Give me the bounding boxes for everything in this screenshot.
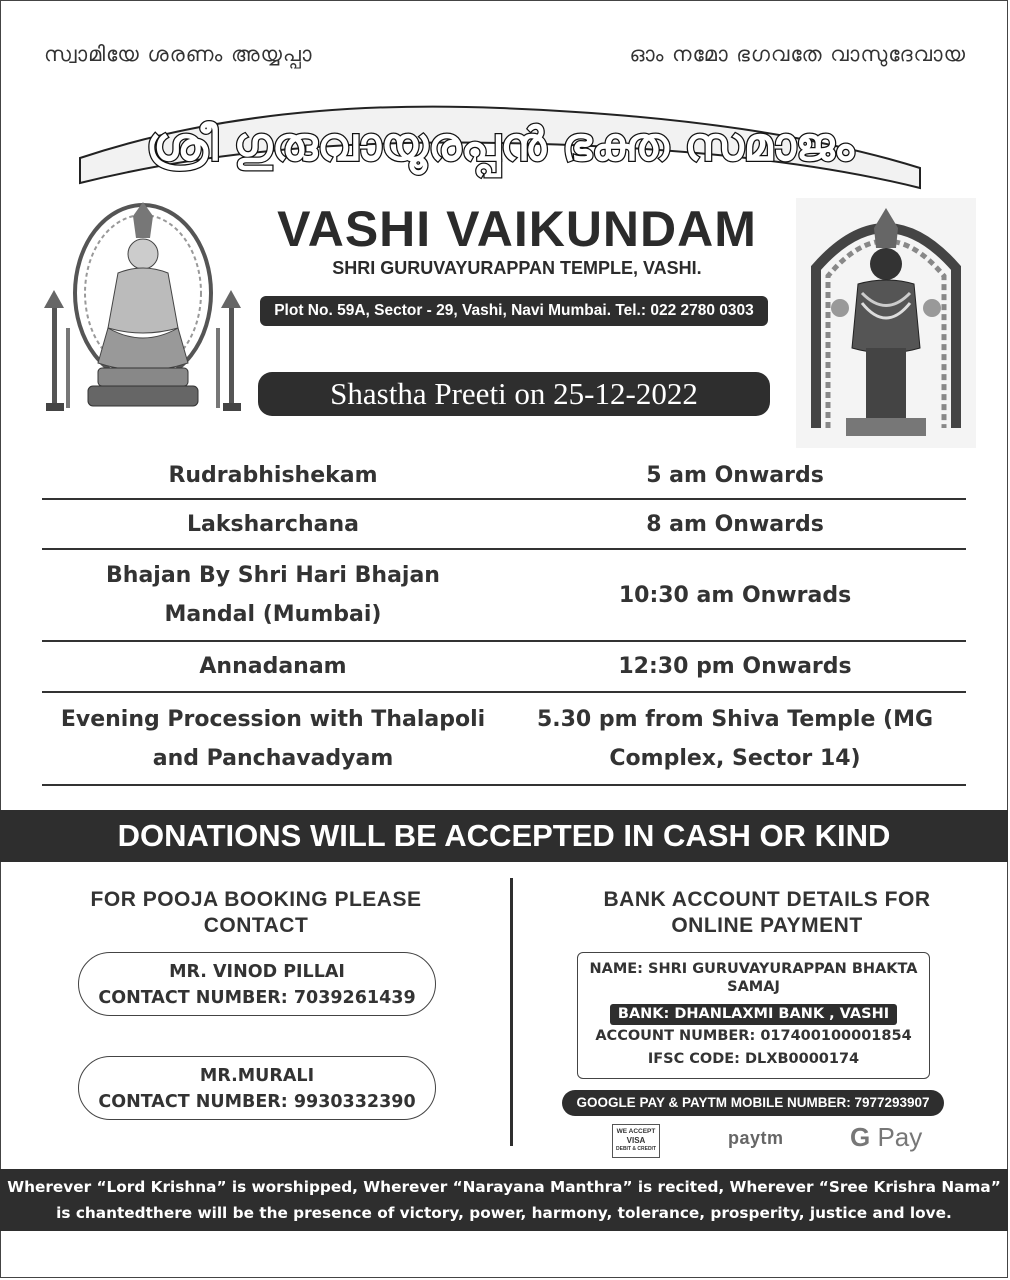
banner-title-text: ശ്രീ ഗുരുവായൂരപ്പൻ ഭക്ത സമാജം: [146, 117, 854, 171]
gpay-label: Pay: [877, 1122, 923, 1152]
schedule-activity: Evening Procession with Thalapoli and Panchavadyam: [60, 706, 486, 771]
schedule-activity: Bhajan By Shri Hari Bhajan Mandal (Mumbai): [106, 563, 440, 627]
schedule-activity: Laksharchana: [186, 511, 359, 537]
schedule-time: 8 am Onwards: [646, 511, 824, 537]
contact-card-murali: [78, 1056, 436, 1120]
schedule-time: 5 am Onwards: [646, 462, 824, 488]
temple-name: VASHI VAIKUNDAM: [277, 201, 757, 257]
ifsc-code: IFSC CODE: DLXB0000174: [647, 1051, 860, 1067]
schedule-row: [42, 642, 966, 693]
event-title: Shastha Preeti on 25-12-2022: [258, 372, 770, 416]
contact-phone: CONTACT NUMBER: 7039261439: [98, 988, 416, 1008]
mantra-left: സ്വാമിയേ ശരണം അയ്യപ്പാ: [44, 42, 313, 66]
donation-notice: DONATIONS WILL BE ACCEPTED IN CASH OR KIND: [0, 810, 1008, 862]
google-pay-logo: [850, 1122, 922, 1153]
footer-quote: [0, 1169, 1008, 1231]
schedule-activity: Annadanam: [199, 654, 347, 679]
bank-details-box: [577, 952, 930, 1079]
paytm-logo: paytm: [728, 1128, 784, 1148]
mantra-right: ഓം നമോ ഭഗവതേ വാസുദേവായ: [629, 42, 966, 66]
contact-name: MR.MURALI: [199, 1066, 315, 1086]
temple-subtitle: SHRI GURUVAYURAPPAN TEMPLE, VASHI.: [332, 258, 702, 278]
contact-name: MR. VINOD PILLAI: [169, 962, 345, 982]
column-divider: [510, 878, 513, 1146]
footer-line-1: Wherever “Lord Krishna” is worshipped, Wherever “Narayana Manthra” is recited, Wherever “Sree Krishra Nama”: [7, 1178, 1001, 1196]
visa-logo-brand: VISA: [626, 1136, 646, 1145]
visa-logo: [612, 1124, 660, 1158]
bank-details-heading: BANK ACCOUNT DETAILS FOR ONLINE PAYMENT: [603, 888, 931, 937]
schedule-table: [42, 452, 966, 786]
account-number: ACCOUNT NUMBER: 017400100001854: [595, 1028, 912, 1044]
google-g-icon: G: [850, 1122, 871, 1152]
samaj-banner-title: [60, 88, 940, 198]
schedule-time: 5.30 pm from Shiva Temple (MG Complex, Sector 14): [536, 706, 934, 771]
schedule-row: [42, 452, 966, 500]
schedule-row: [42, 500, 966, 550]
schedule-time: 10:30 am Onwrads: [618, 582, 852, 608]
bank-name: BANK: DHANLAXMI BANK , VASHI: [610, 1004, 897, 1025]
schedule-time: 12:30 pm Onwards: [618, 654, 852, 679]
pooja-booking-heading: FOR POOJA BOOKING PLEASE CONTACT: [90, 888, 422, 937]
schedule-row: [42, 550, 966, 642]
guruvayurappan-deity-image: [796, 198, 976, 448]
gpay-paytm-number: GOOGLE PAY & PAYTM MOBILE NUMBER: 7977293907: [562, 1090, 944, 1116]
footer-line-2: is chantedthere will be the presence of victory, power, harmony, tolerance, prosperity, justice and love.: [56, 1204, 952, 1222]
visa-logo-caption: WE ACCEPT: [616, 1128, 656, 1135]
temple-address: Plot No. 59A, Sector - 29, Vashi, Navi Mumbai. Tel.: 022 2780 0303: [260, 296, 768, 326]
ayyappa-deity-image: [38, 198, 248, 418]
visa-logo-subcaption: DEBIT & CREDIT: [616, 1146, 656, 1152]
schedule-activity: Rudrabhishekam: [168, 462, 378, 488]
schedule-row: [42, 693, 966, 786]
contact-card-vinod: [78, 952, 436, 1016]
bank-account-name: NAME: SHRI GURUVAYURAPPAN BHAKTA SAMAJ: [589, 961, 918, 995]
contact-phone: CONTACT NUMBER: 9930332390: [98, 1092, 416, 1112]
